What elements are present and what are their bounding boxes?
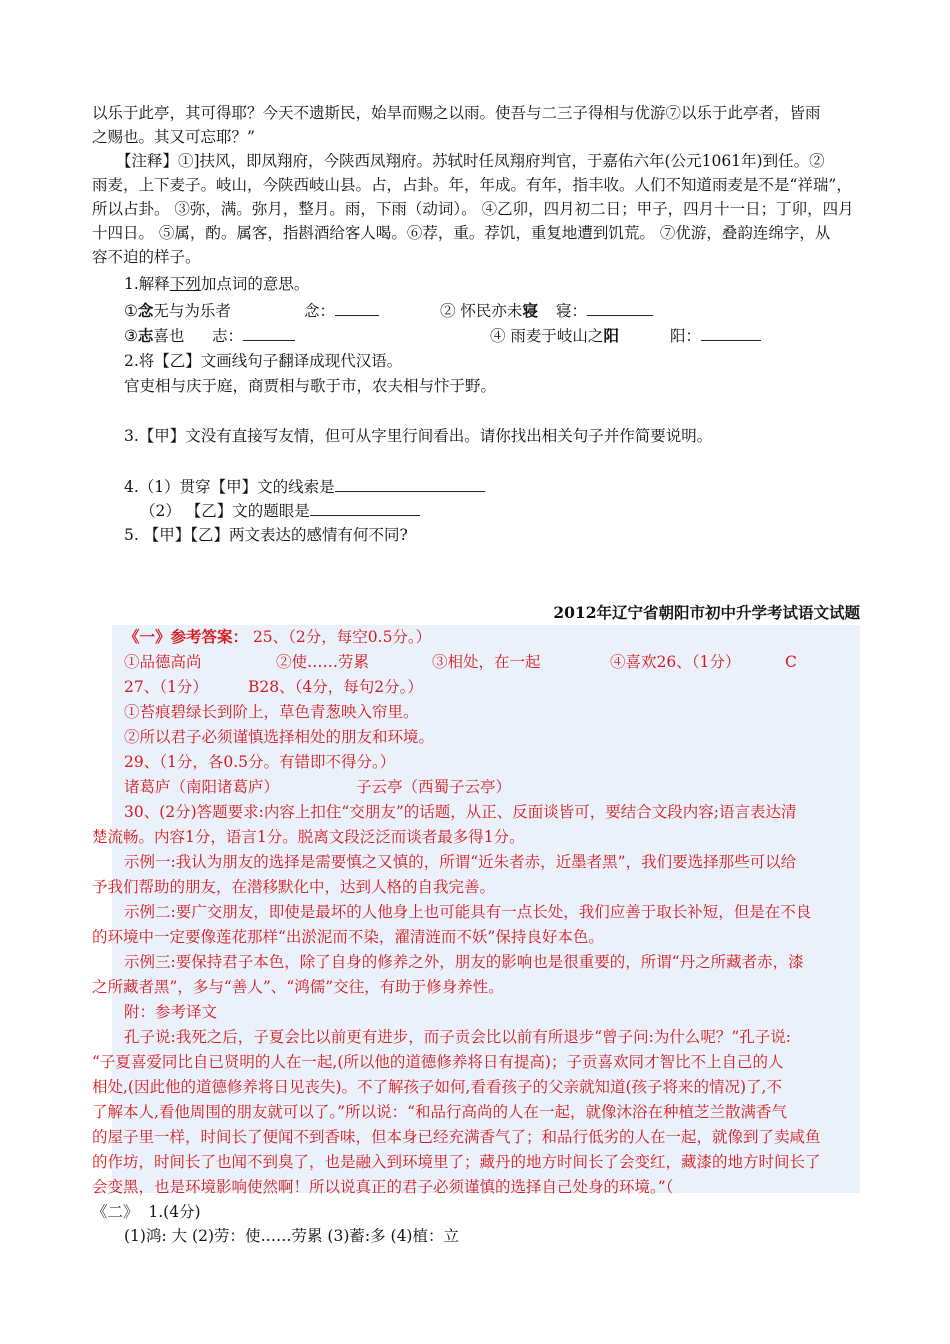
answer-27: 27、（1分） <box>124 678 208 696</box>
passage-line: 之赐也。其又可忘耶？” <box>92 128 255 146</box>
translation-line: 的屋子里一样，时间长了便闻不到香味，但本身已经充满香气了；和品行低劣的人在一起，就像到了卖咸鱼 <box>92 1128 821 1146</box>
question-1-c: ③志喜也 <box>124 326 185 345</box>
question-1-d: ④ 雨麦于岐山之阳 <box>490 326 619 345</box>
translation-line: 了解本人,看他周围的朋友就可以了。”所以说：“和品行高尚的人在一起，就像沐浴在种植芝兰散满香气 <box>92 1103 788 1121</box>
passage-line: 以乐于此亭，其可得耶？今天不遗斯民，始旱而赐之以雨。使吾与二三子得相与优游⑦以乐于此亭者，皆雨 <box>92 104 821 122</box>
question-4-2: （2） 【乙】文的题眼是 <box>140 499 420 523</box>
question-1: 1.解释下列加点词的意思。 <box>124 275 310 293</box>
answer-28-1: ①苔痕碧绿长到阶上，草色青葱映入帘里。 <box>124 703 419 721</box>
translation-line: 相处,(因此他的道德修养将日见丧失)。不了解孩子如何,看看孩子的父亲就知道(孩子将来的情况)了,不 <box>92 1078 782 1096</box>
notes-line: 所以占卦。 ③弥，满。弥月，整月。雨，下雨（动词）。 ④乙卯，四月初二日；甲子，四月十一日；丁卯，四月 <box>92 200 854 218</box>
translation-line: “子夏喜爱同比自已贤明的人在一起,(所以他的道德修养将日有提高)；子贡喜欢同才智比不上自己的人 <box>92 1053 784 1071</box>
answer-blank-d: 阳： <box>670 324 761 348</box>
answer-29-2: 子云亭（西蜀子云亭） <box>356 778 512 796</box>
example-3: 示例三:要保持君子本色，除了自身的修养之外，朋友的影响也是很重要的，所谓“丹之所藏者赤，漆 <box>124 953 804 971</box>
appendix-heading: 附：参考译文 <box>124 1003 218 1021</box>
example-1: 予我们帮助的朋友，在潜移默化中，达到人格的自我完善。 <box>92 878 496 896</box>
example-3: 之所藏者黑”，多与“善人”、“鸿儒”交往，有助于修身养性。 <box>92 978 504 996</box>
notes-line: 【注释】①]扶风，即凤翔府，今陕西凤翔府。苏轼时任凤翔府判官，于嘉佑六年(公元1061年)到任。② <box>116 152 825 170</box>
part-2-answers: (1)鸿: 大 (2)劳：使……劳累 (3)蓄:多 (4)植：立 <box>124 1227 459 1245</box>
answer-line: 《一》参考答案： 25、（2分，每空0.5分。） <box>124 627 432 646</box>
example-1: 示例一:我认为朋友的选择是需要慎之又慎的，所谓“近朱者赤，近墨者黑”，我们要选择那些可以给 <box>124 853 797 871</box>
example-2: 示例二:要广交朋友，即使是最坏的人他身上也可能具有一点长处，我们应善于取长补短，但是在不良 <box>124 903 812 921</box>
answer-27-b28: B28、（4分，每句2分。） <box>248 678 423 696</box>
question-5: 5. 【甲】【乙】两文表达的感情有何不同? <box>124 526 408 544</box>
question-3: 3.【甲】文没有直接写友情，但可从字里行间看出。请你找出相关句子并作简要说明。 <box>124 427 713 445</box>
exam-title: 2012年辽宁省朝阳市初中升学考试语文试题 <box>553 603 860 622</box>
answer-29-1: 诸葛庐（南阳诸葛庐） <box>124 778 280 796</box>
answer-25-2: ②使……劳累 <box>276 653 370 671</box>
answer-25-3: ③相处，在一起 <box>432 653 541 671</box>
answer-30: 30、(2分)答题要求:内容上扣住“交朋友”的话题，从正、反面谈皆可，要结合文段内容;语言表达清 <box>124 803 797 821</box>
notes-line: 雨麦，上下麦子。岐山，今陕西岐山县。占，占卦。年，年成。有年，指丰收。人们不知道雨麦是不是“祥瑞”， <box>92 176 852 194</box>
answer-30: 楚流畅。内容1分，语言1分。脱离文段泛泛而谈者最多得1分。 <box>92 828 525 846</box>
answer-26: C <box>785 653 797 671</box>
answer-25-1: ①品德高尚 <box>124 653 202 671</box>
answer-blank-a: 念： <box>304 299 379 323</box>
answer-28-2: ②所以君子必须谨慎选择相处的朋友和环境。 <box>124 728 435 746</box>
answer-25-4: ④喜欢26、（1分） <box>610 653 741 671</box>
notes-line: 十四日。 ⑤属，酌。属客，指斟酒给客人喝。⑥荐，重。荐饥，重复地遭到饥荒。 ⑦优游，叠韵连绵字，从 <box>92 224 831 242</box>
answer-29: 29、（1分，各0.5分。有错即不得分。） <box>124 753 396 771</box>
question-1-b: ② 怀民亦未寝 <box>440 301 538 320</box>
question-1-a: ①念无与为乐者 <box>124 301 231 320</box>
answer-blank-b: 寝： <box>556 299 653 323</box>
question-4-1: 4.（1）贯穿【甲】文的线索是 <box>124 475 485 499</box>
translation-line: 孔子说:我死之后，子夏会比以前更有进步，而子贡会比以前有所退步“曾子问:为什么呢？”孔子说: <box>124 1028 792 1046</box>
translation-line: 会变黑，也是环境影响使然啊！所以说真正的君子必须谨慎的选择自己处身的环境。”（ <box>92 1178 674 1196</box>
example-2: 的环境中一定要像莲花那样“出淤泥而不染，濯清涟而不妖”保持良好本色。 <box>92 928 604 946</box>
answer-blank-c: 志： <box>212 324 295 348</box>
question-2-sentence: 官吏相与庆于庭，商贾相与歌于市，农夫相与忭于野。 <box>124 377 497 395</box>
question-2: 2.将【乙】文画线句子翻译成现代汉语。 <box>124 352 403 370</box>
part-2-label: 《二》 1.(4分) <box>92 1203 201 1221</box>
translation-line: 的作坊，时间长了也闻不到臭了，也是融入到环境里了；藏丹的地方时间长了会变红，藏漆的地方时间长了 <box>92 1153 821 1171</box>
notes-line: 容不迫的样子。 <box>92 248 201 266</box>
